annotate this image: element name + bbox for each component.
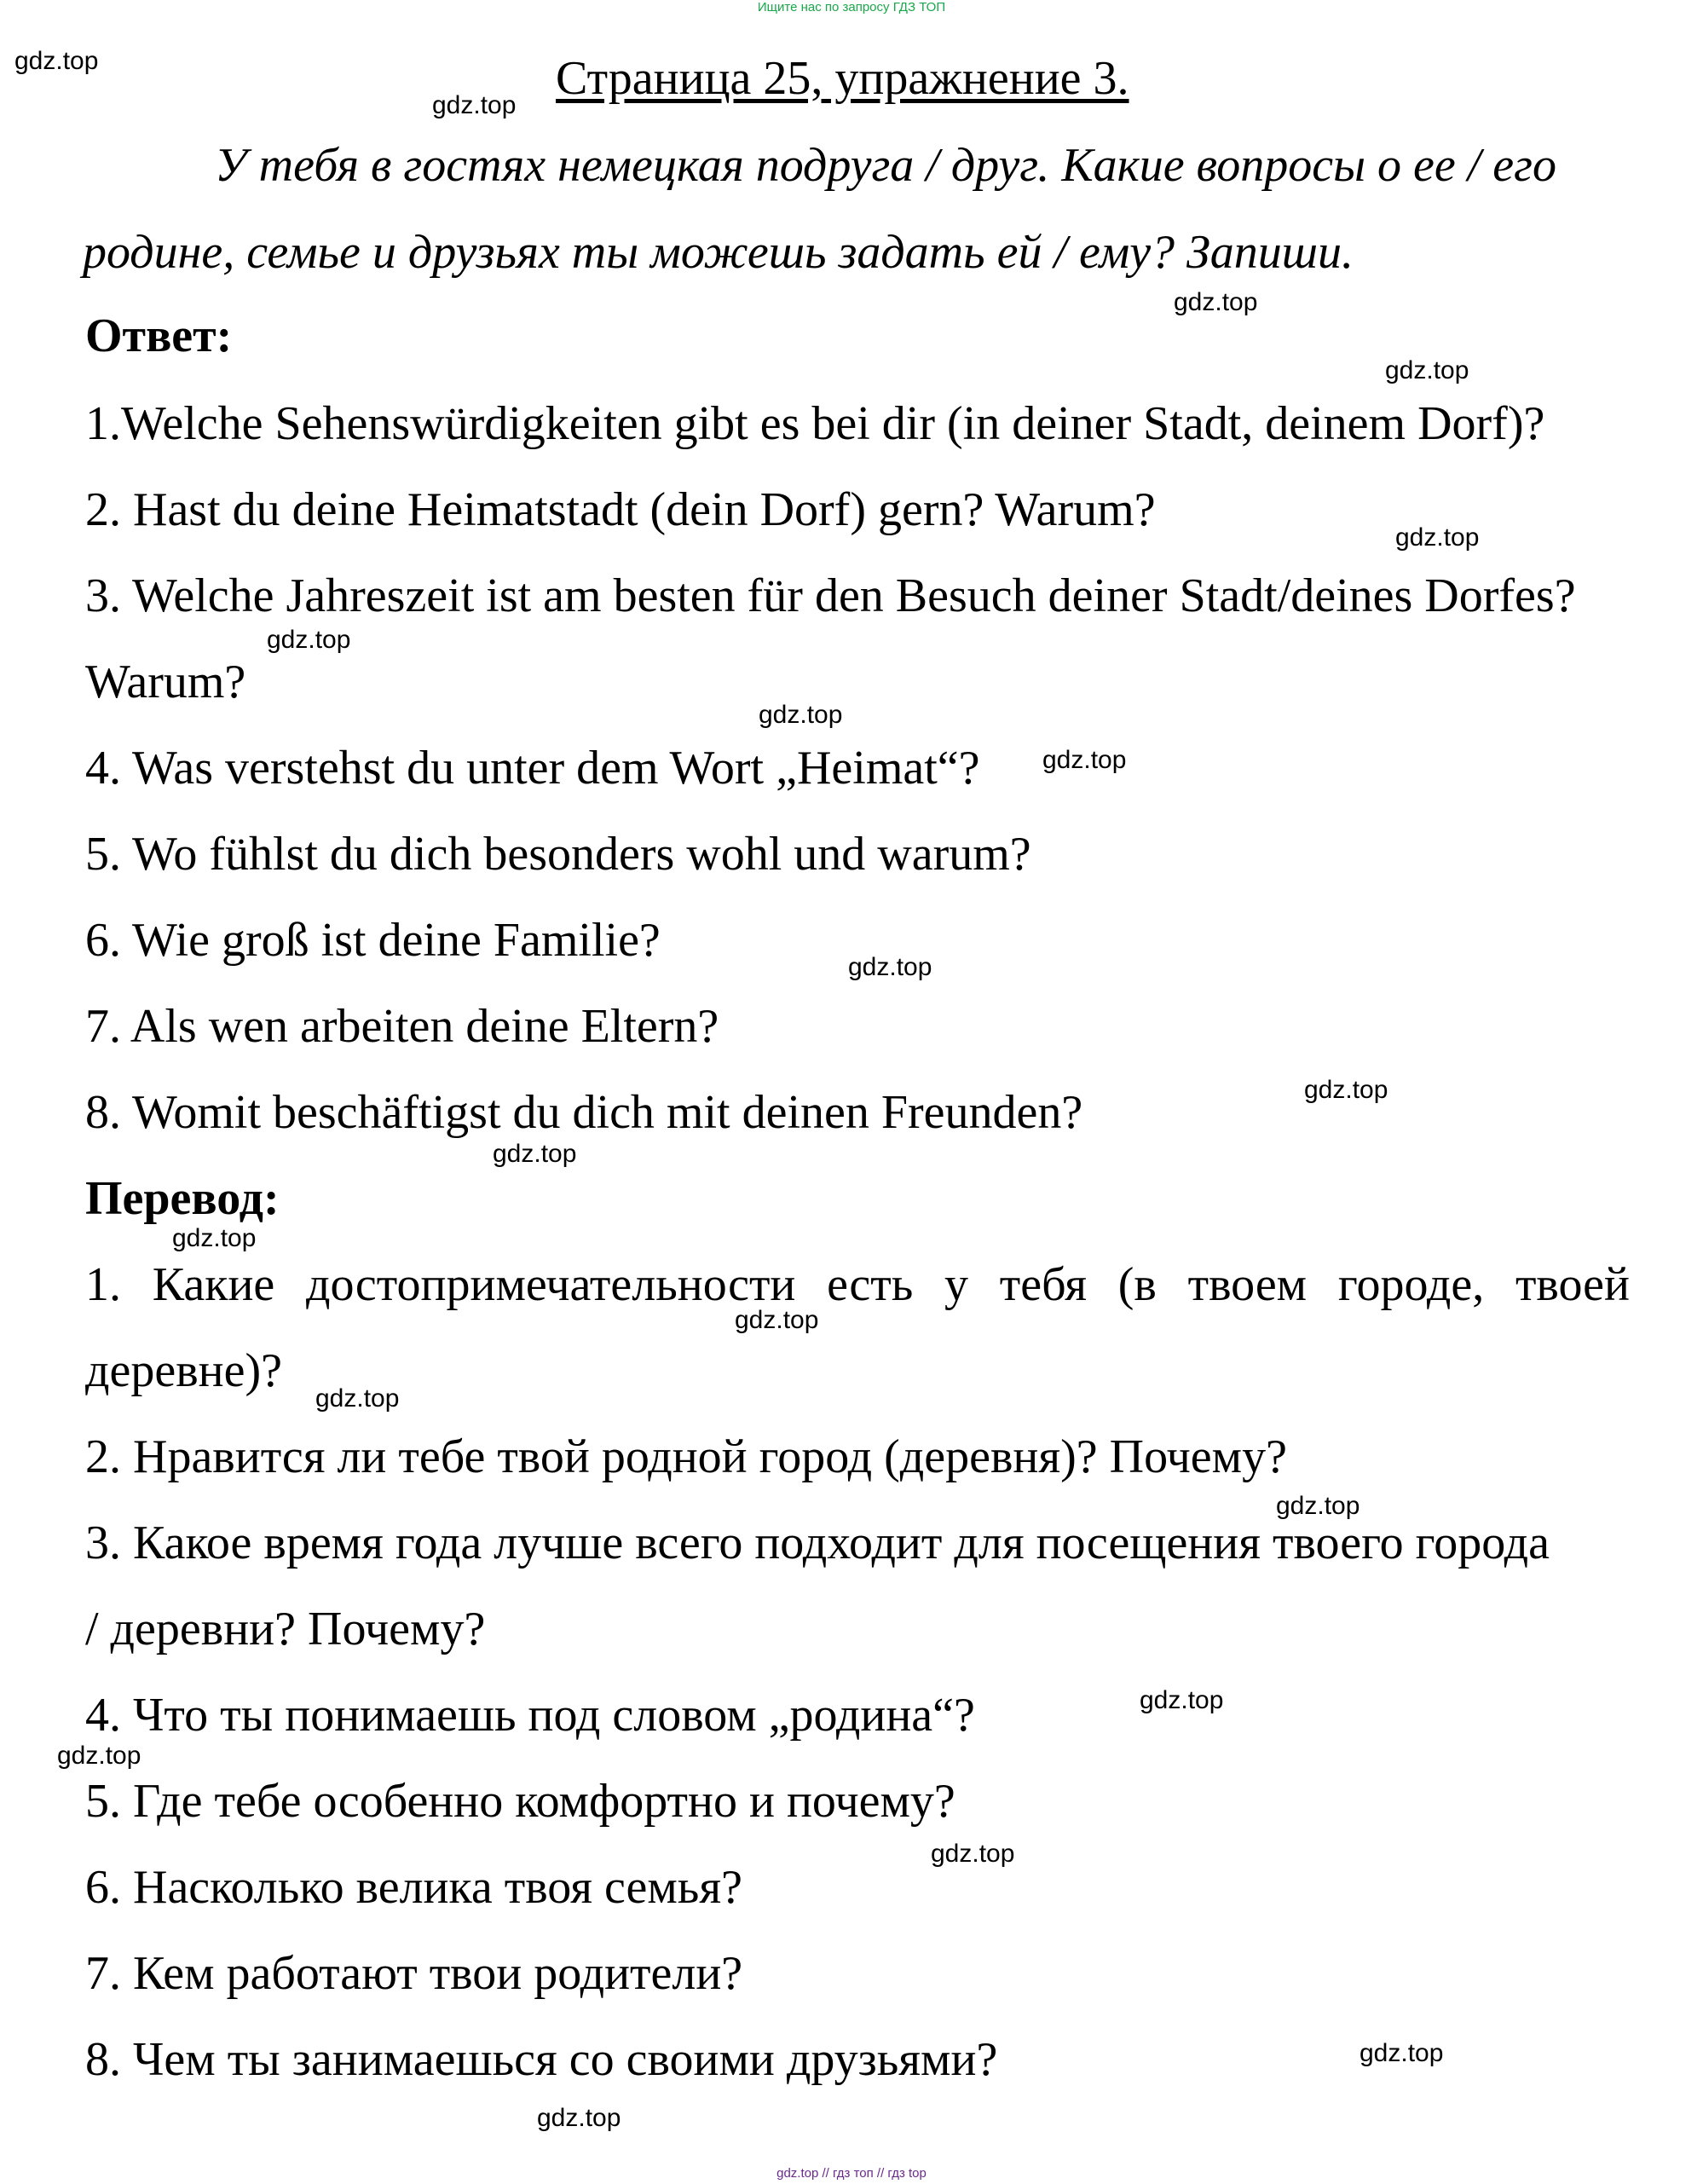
watermark: gdz.top [537, 2104, 621, 2132]
watermark: gdz.top [848, 953, 932, 981]
answer-line: 3. Welche Jahreszeit ist am besten für den Besuch deiner Stadt/deines Dorfes? [85, 569, 1576, 622]
watermark: gdz.top [735, 1306, 819, 1334]
translation-line: 1. Какие достопримечательности есть у тебя (в твоем городе, твоей [85, 1258, 1630, 1311]
watermark: gdz.top [1276, 1492, 1360, 1520]
footer-links: gdz.top // гдз топ // гдз top [776, 2166, 927, 2181]
translation-line: деревне)? [85, 1344, 282, 1397]
task-line-2: родине, семье и друзьях ты можешь задать ей / ему? Запиши. [83, 226, 1354, 279]
watermark: gdz.top [493, 1140, 577, 1168]
task-line-1: У тебя в гостях немецкая подруга / друг. Какие вопросы о ее / его [215, 139, 1556, 192]
watermark: gdz.top [1042, 746, 1127, 774]
answer-heading: Ответ: [85, 309, 233, 362]
answer-line: 7. Als wen arbeiten deine Eltern? [85, 1000, 719, 1053]
watermark: gdz.top [57, 1742, 141, 1770]
answer-line: 2. Hast du deine Heimatstadt (dein Dorf) gern? Warum? [85, 483, 1156, 536]
watermark: gdz.top [14, 47, 99, 75]
watermark: gdz.top [931, 1840, 1015, 1868]
watermark: gdz.top [1360, 2039, 1444, 2067]
translation-line: 3. Какое время года лучше всего подходит для посещения твоего города [85, 1517, 1550, 1569]
watermark: gdz.top [1385, 356, 1469, 384]
translation-line: / деревни? Почему? [85, 1603, 486, 1655]
watermark: gdz.top [172, 1224, 257, 1252]
watermark: gdz.top [1174, 288, 1258, 316]
translation-line: 8. Чем ты занимаешься со своими друзьями? [85, 2033, 998, 2086]
watermark: gdz.top [1395, 523, 1480, 552]
watermark: gdz.top [315, 1384, 400, 1413]
translation-heading: Перевод: [85, 1172, 280, 1225]
translation-line: 5. Где тебе особенно комфортно и почему? [85, 1775, 955, 1828]
answer-line: Warum? [85, 656, 246, 708]
page-title: Страница 25, упражнение 3. [556, 52, 1129, 105]
translation-line: 6. Насколько велика твоя семья? [85, 1861, 742, 1914]
answer-line: 4. Was verstehst du unter dem Wort „Heimat“? [85, 742, 980, 794]
answer-line: 6. Wie groß ist deine Familie? [85, 914, 661, 967]
translation-line: 7. Кем работают твои родители? [85, 1947, 743, 2000]
answer-line: 5. Wo fühlst du dich besonders wohl und warum? [85, 828, 1031, 881]
translation-line: 2. Нравится ли тебе твой родной город (деревня)? Почему? [85, 1430, 1287, 1483]
answer-line: 8. Womit beschäftigst du dich mit deinen Freunden? [85, 1086, 1083, 1139]
translation-line: 4. Что ты понимаешь под словом „родина“? [85, 1689, 975, 1742]
watermark: gdz.top [1140, 1686, 1224, 1714]
answer-line: 1.Welche Sehenswürdigkeiten gibt es bei dir (in deiner Stadt, deinem Dorf)? [85, 397, 1545, 450]
watermark: gdz.top [267, 626, 351, 654]
watermark: gdz.top [759, 701, 843, 729]
top-banner: Ищите нас по запросу ГДЗ ТОП [757, 0, 946, 14]
watermark: gdz.top [432, 91, 517, 119]
watermark: gdz.top [1304, 1076, 1388, 1104]
